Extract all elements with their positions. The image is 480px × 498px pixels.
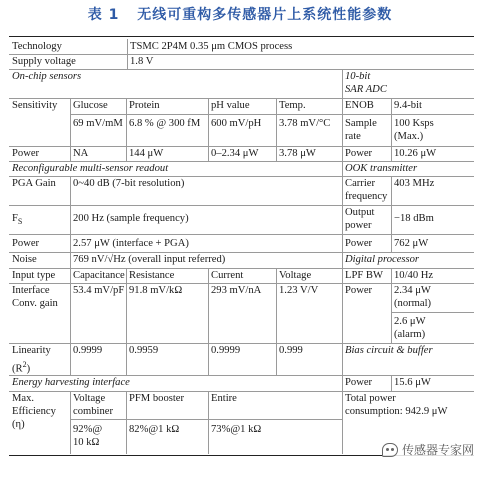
tx-power-value: 762 μW bbox=[394, 238, 429, 249]
supply-row bbox=[9, 54, 474, 70]
sample-rate-label-1: Sample bbox=[345, 118, 377, 129]
readout-heading: Reconfigurable multi-sensor readout bbox=[12, 163, 169, 174]
total-power-label-1: Total power bbox=[345, 393, 396, 404]
digital-power-label: Power bbox=[345, 285, 373, 296]
harvest-row bbox=[9, 375, 474, 392]
spec-table bbox=[9, 36, 474, 456]
table-number: 表 1 bbox=[87, 7, 120, 23]
input-type-label: Input type bbox=[12, 270, 56, 281]
entire-label: Entire bbox=[211, 393, 237, 404]
digital-power-normal-value: 2.34 μW bbox=[394, 285, 431, 296]
pfm-booster-value: 82%@1 kΩ bbox=[129, 424, 180, 435]
table-caption bbox=[0, 4, 480, 24]
readout-power-label: Power bbox=[12, 238, 40, 249]
protein-power: 144 μW bbox=[129, 148, 164, 159]
noise-row bbox=[9, 252, 474, 269]
glucose-sensitivity: 69 mV/mM bbox=[73, 118, 123, 129]
ph-sensitivity: 600 mV/pH bbox=[211, 118, 262, 129]
conv-gain-label-1: Interface bbox=[12, 285, 50, 296]
voltage-combiner-value-1: 92%@ bbox=[73, 424, 103, 435]
pga-row bbox=[9, 176, 474, 206]
onchip-header-row bbox=[9, 69, 474, 99]
conv-gain-resistance: 91.8 mV/kΩ bbox=[129, 285, 183, 296]
tx-power-label: Power bbox=[345, 238, 373, 249]
sensor-header-temp: Temp. bbox=[279, 100, 306, 111]
conv-gain-capacitance: 53.4 mV/pF bbox=[73, 285, 125, 296]
adc-heading-line1: 10-bit bbox=[345, 71, 371, 82]
sample-rate-label-2: rate bbox=[345, 131, 361, 142]
enob-value: 9.4-bit bbox=[394, 100, 422, 111]
enob-label: ENOB bbox=[345, 100, 374, 111]
linearity-current: 0.9999 bbox=[211, 345, 241, 356]
total-power-label-2: consumption: 942.9 μW bbox=[345, 406, 448, 417]
bias-power-label: Power bbox=[345, 377, 373, 388]
technology-value: TSMC 2P4M 0.35 μm CMOS process bbox=[130, 41, 293, 52]
linearity-label-1: Linearity bbox=[12, 345, 51, 356]
watermark-text: 传感器专家网 bbox=[401, 443, 474, 457]
conv-gain-row bbox=[9, 283, 474, 344]
fs-row bbox=[9, 205, 474, 235]
sample-rate-value-2: (Max.) bbox=[394, 131, 424, 142]
conv-gain-label-2: Conv. gain bbox=[12, 298, 58, 309]
readout-power-value: 2.57 μW (interface + PGA) bbox=[73, 238, 189, 249]
bias-power-value: 15.6 μW bbox=[394, 377, 431, 388]
output-power-label-2: power bbox=[345, 220, 372, 231]
digital-processor-heading: Digital processor bbox=[345, 254, 420, 265]
adc-power-label: Power bbox=[345, 148, 373, 159]
efficiency-label-1: Max. bbox=[12, 393, 35, 404]
technology-label: Technology bbox=[12, 41, 62, 52]
conv-gain-current: 293 mV/nA bbox=[211, 285, 262, 296]
digital-power-alarm-value: 2.6 μW bbox=[394, 316, 426, 327]
digital-power-normal-tag: (normal) bbox=[394, 298, 432, 309]
carrier-label-1: Carrier bbox=[345, 178, 375, 189]
sensor-header-glucose: Glucose bbox=[73, 100, 108, 111]
input-capacitance: Capacitance bbox=[73, 270, 125, 281]
temp-power: 3.78 μW bbox=[279, 148, 316, 159]
glucose-power: NA bbox=[73, 148, 89, 159]
ook-heading: OOK transmitter bbox=[345, 163, 418, 174]
readout-power-row bbox=[9, 234, 474, 253]
technology-row bbox=[9, 39, 474, 55]
voltage-combiner-value-2: 10 kΩ bbox=[73, 437, 100, 448]
sensor-header-ph: pH value bbox=[211, 100, 250, 111]
chat-bubble-icon bbox=[382, 443, 398, 457]
sensor-power-label: Power bbox=[12, 148, 40, 159]
sensor-power-row bbox=[9, 146, 474, 162]
watermark bbox=[382, 441, 474, 458]
ph-power: 0–2.34 μW bbox=[211, 148, 259, 159]
pga-value: 0~40 dB (7-bit resolution) bbox=[73, 178, 185, 189]
noise-value: 769 nV/√Hz (overall input referred) bbox=[73, 254, 226, 265]
supply-label: Supply voltage bbox=[12, 56, 76, 67]
linearity-label-2: $(R^2)$ bbox=[12, 360, 31, 375]
input-current: Current bbox=[211, 270, 244, 281]
adc-heading-line2: SAR ADC bbox=[345, 84, 387, 95]
top-rule bbox=[9, 36, 474, 37]
temp-sensitivity: 3.78 mV/°C bbox=[279, 118, 331, 129]
efficiency-label-2: Efficiency bbox=[12, 406, 56, 417]
lpf-bw-value: 10/40 Hz bbox=[394, 270, 434, 281]
sample-rate-value-1: 100 Ksps bbox=[394, 118, 434, 129]
fs-label: $F_S$ bbox=[12, 213, 23, 227]
entire-value: 73%@1 kΩ bbox=[211, 424, 262, 435]
voltage-combiner-label-2: combiner bbox=[73, 406, 114, 417]
bias-circuit-heading: Bias circuit & buffer bbox=[345, 345, 433, 356]
efficiency-label-3: (η) bbox=[12, 419, 25, 430]
supply-value: 1.8 V bbox=[130, 56, 154, 67]
carrier-label-2: frequency bbox=[345, 191, 388, 202]
lpf-bw-label: LPF BW bbox=[345, 270, 383, 281]
linearity-capacitance: 0.9999 bbox=[73, 345, 103, 356]
readout-header-row bbox=[9, 161, 474, 177]
output-power-value: −18 dBm bbox=[394, 213, 434, 224]
digital-power-alarm-tag: (alarm) bbox=[394, 329, 426, 340]
noise-label: Noise bbox=[12, 254, 37, 265]
harvest-heading: Energy harvesting interface bbox=[12, 377, 130, 388]
fs-value: 200 Hz (sample frequency) bbox=[73, 213, 189, 224]
sensitivity-label: Sensitivity bbox=[12, 100, 58, 111]
pfm-booster-label: PFM booster bbox=[129, 393, 185, 404]
carrier-value: 403 MHz bbox=[394, 178, 435, 189]
adc-power-value: 10.26 μW bbox=[394, 148, 437, 159]
protein-sensitivity: 6.8 % @ 300 fM bbox=[129, 118, 201, 129]
input-resistance: Resistance bbox=[129, 270, 175, 281]
linearity-row bbox=[9, 343, 474, 376]
voltage-combiner-label-1: Voltage bbox=[73, 393, 106, 404]
linearity-resistance: 0.9959 bbox=[129, 345, 159, 356]
table-title: 无线可重构多传感器片上系统性能参数 bbox=[137, 7, 393, 23]
sensor-header-protein: Protein bbox=[129, 100, 160, 111]
output-power-label-1: Output bbox=[345, 207, 375, 218]
sensitivity-row bbox=[9, 98, 474, 147]
onchip-sensors-heading: On-chip sensors bbox=[12, 71, 82, 82]
input-type-row bbox=[9, 268, 474, 284]
input-voltage: Voltage bbox=[279, 270, 312, 281]
pga-label: PGA Gain bbox=[12, 178, 56, 189]
conv-gain-voltage: 1.23 V/V bbox=[279, 285, 319, 296]
linearity-voltage: 0.999 bbox=[279, 345, 303, 356]
